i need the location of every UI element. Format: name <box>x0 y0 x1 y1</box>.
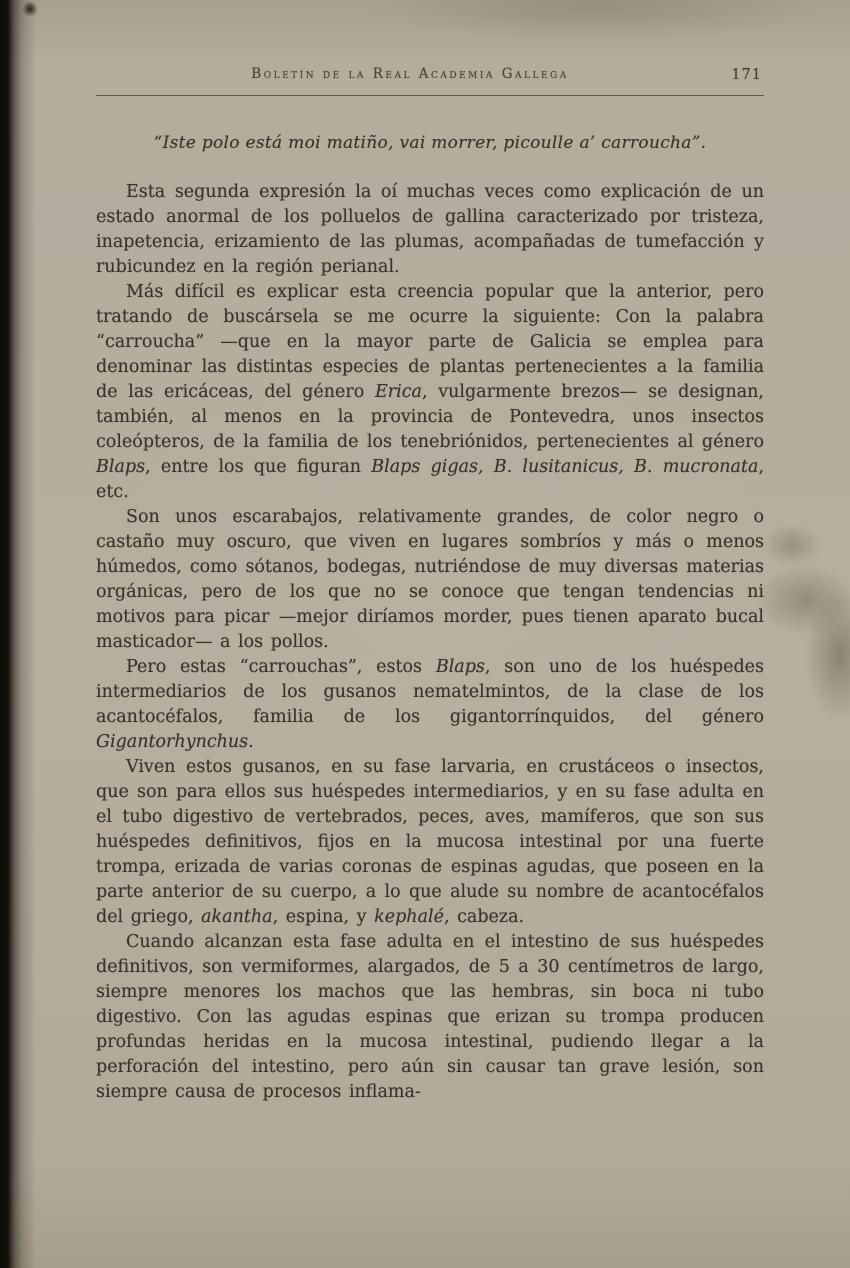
epigraph-quote: “Iste polo está moi matiño, vai morrer, picoulle a’ carroucha”. <box>153 133 707 153</box>
text-run: , son uno de los huéspedes intermediarios de los gusanos nematelmintos, de la clase de los acantocéfalos, familia de los gigantorrínquidos, del género <box>96 657 765 727</box>
text-run: , vulgarmente brezos— se designan, también, al menos en la provincia de Pontevedra, unos insectos coleópteros, de la familia de los tenebriónidos, pertenecientes al género <box>96 382 764 452</box>
text-run: , espina, y <box>272 907 375 927</box>
italic-text-run: akantha <box>201 907 273 927</box>
paragraph <box>96 755 764 930</box>
italic-text-run: Blaps <box>435 657 485 677</box>
text-run: Son unos escarabajos, relativamente grandes, de color negro o castaño muy oscuro, que viven en lugares sombríos y más o menos húmedos, como sótanos, bodegas, nutriéndose de muy diversas materias orgánicas, pero de los que no se conoce que tengan tendencias ni motivos para picar —mejor diríamos morder, pues tienen aparato bucal masticador— a los pollos. <box>96 507 764 652</box>
italic-text-run: Erica <box>374 382 422 402</box>
paragraph <box>96 505 764 655</box>
page-number: 171 <box>731 67 762 83</box>
italic-text-run: Blaps <box>96 457 146 477</box>
page-header <box>96 66 764 90</box>
text-run: Pero estas “carrouchas”, estos <box>126 657 436 677</box>
paragraph <box>96 930 764 1105</box>
paragraph <box>96 280 764 505</box>
text-run: . <box>248 732 254 752</box>
header-rule <box>96 95 764 96</box>
italic-text-run: Blaps gigas, B. lusitanicus, B. mucronata <box>371 457 759 477</box>
text-run: Viven estos gusanos, en su fase larvaria, en crustáceos o insectos, que son para ellos sus huéspedes intermediarios, y en su fase adulta en el tubo digestivo de vertebrados, peces, aves, mamíferos, que son sus huéspedes definitivos, fijos en la mucosa intestinal por una fuerte trompa, erizada de varias coronas de espinas agudas, que poseen en la parte anterior de su cuerpo, a lo que alude su nombre de acantocéfalos del griego, <box>96 757 764 927</box>
text-run: , cabeza. <box>443 907 525 927</box>
text-run: , etc. <box>96 457 765 502</box>
text-run: Cuando alcanzan esta fase adulta en el intestino de sus huéspedes definitivos, son vermiformes, alargados, de 5 a 30 centímetros de largo, siempre menores los machos que las hembras, sin boca ni tubo digestivo. Con las agudas espinas que erizan su trompa producen profundas heridas en la mucosa intestinal, pudiendo llegar a la perforación del intestino, pero aún sin causar tan grave lesión, son siempre causa de procesos inflama- <box>96 932 764 1102</box>
text-run: Más difícil es explicar esta creencia popular que la anterior, pero tratando de buscársela se me ocurre la siguiente: Con la palabra “carroucha” —que en la mayor parte de Galicia se emplea para denominar las distintas especies de plantas pertenecientes a la familia de las ericáceas, del género <box>96 282 764 402</box>
text-run: Esta segunda expresión la oí muchas veces como explicación de un estado anormal de los polluelos de gallina caracterizado por tristeza, inapetencia, erizamiento de las plumas, acompañadas de tumefacción y rubicundez en la región perianal. <box>96 182 764 277</box>
running-title: Boletín de la Real Academia Gallega <box>251 66 569 82</box>
text-run: , entre los que figuran <box>145 457 372 477</box>
page-content <box>96 66 764 1105</box>
italic-text-run: Gigantorhynchus <box>96 732 249 752</box>
paragraph <box>96 655 764 755</box>
body-paragraphs <box>96 180 764 1105</box>
italic-text-run: kephalé <box>374 907 444 927</box>
paragraph <box>96 180 764 280</box>
book-spine-shadow <box>0 0 36 1268</box>
